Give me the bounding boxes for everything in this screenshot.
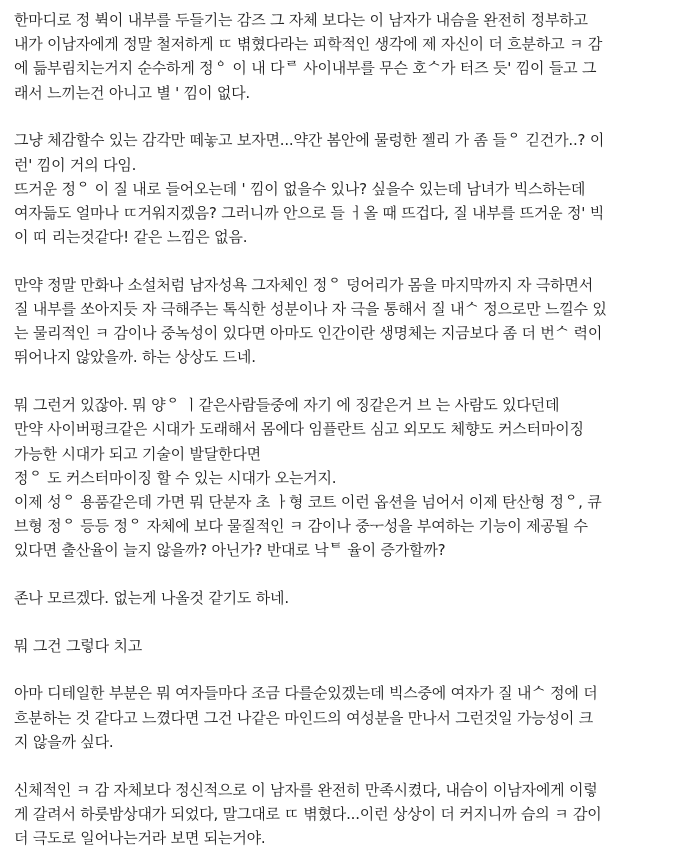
text-line: 이 띠 리는것같다! 같은 느낌은 없음. [14,228,248,247]
text-line: 는 물리적인 ㅋ 감이나 중녹성이 있다면 아마도 인간이란 생명체는 지금보다 좀 더 번ᄉ 력이 [14,324,603,343]
text-line: 가능한 시대가 되고 기술이 발달한다면 [14,444,261,463]
text-line: 신체적인 ㅋ 감 자체보다 정신적으로 이 남자를 완전히 만족시켰다, 내슴이 이남자에게 이렇 [14,780,598,799]
text-line: 지 않을까 싶다. [14,732,114,751]
text-line: 이제 성ᄋ 용품같은데 가면 뭐 단분자 초 ㅏ형 코트 이런 옵션을 넘어서 이제 탄산형 정ᄋ, 큐 [14,492,602,511]
paragraph [14,128,686,249]
text-line: 아마 디테일한 부분은 뭐 여자들마다 조금 다를순있겠는데 빅스중에 여자가 질 내ᄉ 정에 더 [14,684,598,703]
text-line: 내가 이남자에게 정말 철저하게 ㄸ 벾혔다라는 피학적인 생각에 제 자신이 더 흐분하고 ㅋ 감 [14,35,603,54]
text-line: 만약 사이버펑크같은 시대가 도래해서 몸에다 임플란트 심고 외모도 체향도 커스터마이징 [14,420,584,439]
text-line: 브형 정ᄋ 등등 정ᄋ 자체에 보다 물질적인 ㅋ 감이나 중ᅮ성을 부여하는 기능이 제공될 수 [14,517,588,536]
text-line: 뜨거운 정ᄋ 이 질 내로 들어오는데 ' 낌이 없을수 있나? 싶을수 있는데 남녀가 빅스하는데 [14,179,586,198]
text-line: 질 내부를 쏘아지듯 자 극해주는 톡식한 성분이나 자 극을 통해서 질 내ᄉ 정으로만 느낄수 있 [14,300,607,319]
paragraph [14,393,686,562]
paragraph [14,586,686,610]
paragraph [14,634,686,658]
paragraph [14,8,686,105]
text-line: 뛰어나지 않았을까. 하는 상상도 드네. [14,348,256,367]
text-line: 존나 모르겠다. 없는게 나올것 같기도 하네. [14,589,289,608]
paragraph [14,778,686,850]
text-line: 정ᄋ 도 커스터마이징 할 수 있는 시대가 오는거지. [14,468,337,487]
text-line: 그냥 체감할수 있는 감각만 떼놓고 보자면...약간 봄안에 물렁한 젤리 가 좀 들ᄋ 긷건가..? 이 [14,131,605,150]
text-line: 흐분하는 것 같다고 느꼈다면 그건 나같은 마인드의 여성분을 만나서 그런것일 가능성이 크 [14,708,593,727]
text-line: 뭐 그건 그렇다 치고 [14,636,143,655]
text-line: 래서 느끼는건 아니고 별 ' 낌이 없다. [14,83,250,102]
text-line: 에 듦부림치는거지 순수하게 정ᅌ 이 내 다ᄅ 사이내부를 무슨 호ᄉ가 터즈 듯' 낌이 들고 그 [14,59,597,78]
text-line: 있다면 출산율이 늘지 않을까? 아닌가? 반대로 낙ᄐ 율이 증가할까? [14,541,446,560]
text-line: 여자듦도 얼마나 ㄸ거워지겠음? 그러니까 안으로 들 ㅓ올 때 뜨겁다, 질 내부를 뜨거운 정' 빅 [14,203,605,222]
text-line: 게 갈려서 하룻밤상대가 되었다, 말그대로 ㄸ 벾혔다...이런 상상이 더 커지니까 슴의 ㅋ 감이 [14,804,602,823]
text-line: 만약 정말 만화나 소설처럼 남자성욕 그자체인 정ᄋ 덩어리가 몸을 마지막까지 자 극하면서 [14,275,593,294]
text-line: 한마디로 정 뷕이 내부를 두들기는 감즈 그 자체 보다는 이 남자가 내슴을 완전히 정부하고 [14,11,588,29]
text-line: 런' 낌이 거의 다임. [14,155,137,174]
paragraph [14,681,686,754]
text-line: 뭐 그런거 있잖아. 뭐 양ᄋ ㅣ같은사람들중에 자기 에 징같은거 브 는 사람도 있다던데 [14,396,560,415]
paragraph [14,273,686,370]
text-line: 더 극도로 일어나는거라 보면 되는거야. [14,828,266,847]
